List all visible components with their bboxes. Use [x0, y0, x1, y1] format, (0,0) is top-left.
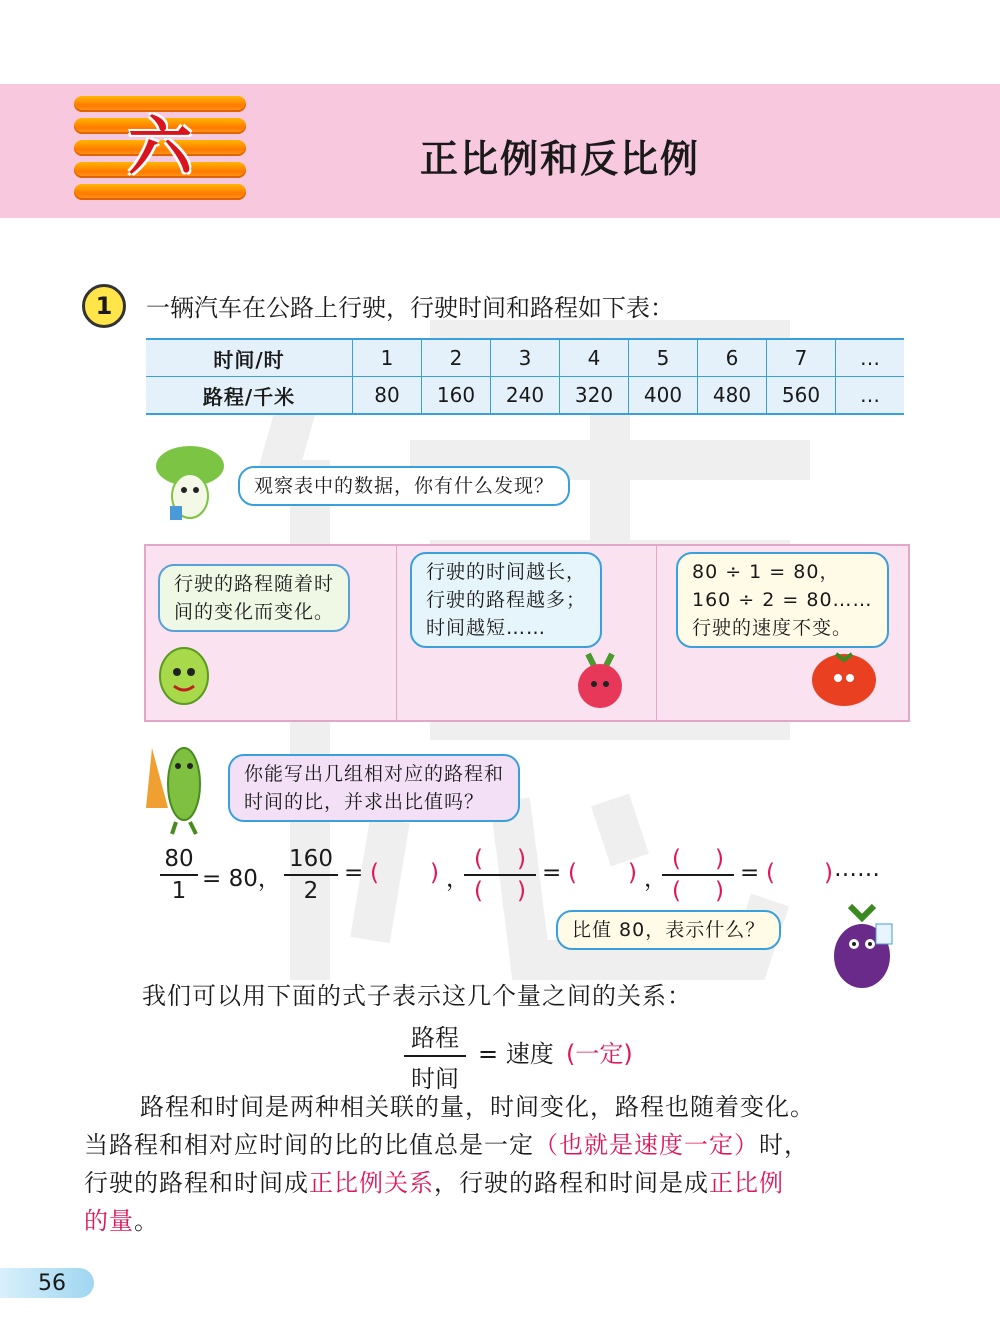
chapter-title: 正比例和反比例: [420, 137, 701, 181]
paren: ): [715, 878, 724, 904]
answer-blank-close: ): [628, 860, 637, 886]
bubble-line: 行驶的速度不变。: [692, 617, 853, 639]
bubble-line: 160 ÷ 2 = 80……: [692, 589, 873, 611]
speech-bubble-1: [158, 564, 350, 632]
bubble-line: 时间的比，并求出比值吗？: [244, 791, 485, 813]
table-cell: …: [836, 377, 905, 415]
paragraph-line-1: 路程和时间是两种相关联的量，时间变化，路程也随着变化。: [140, 1093, 815, 1121]
answer-blank-open: (: [568, 860, 577, 886]
bubble-line: 行驶的路程随着时: [174, 573, 335, 595]
table-cell: 400: [629, 377, 698, 415]
highlight-text: 正比例: [709, 1169, 784, 1197]
table-cell: …: [836, 339, 905, 377]
ratio-value-1: = 80，: [202, 866, 281, 892]
paren: (: [672, 846, 681, 872]
bubble-line: 你能写出几组相对应的路程和: [244, 763, 505, 785]
highlight-text: （也就是速度一定）: [534, 1131, 759, 1159]
relation-intro: 我们可以用下面的式子表示这几个量之间的关系：: [142, 982, 692, 1010]
table-cell: 480: [698, 377, 767, 415]
bubble-text: 比值 80，表示什么？: [572, 919, 766, 941]
table-cell: 3: [491, 339, 560, 377]
highlight-text: 正比例关系: [309, 1169, 434, 1197]
cabbage-character-icon: [150, 444, 230, 528]
row-header: 时间/时: [146, 339, 353, 377]
text: 。: [134, 1207, 159, 1235]
paragraph-line-4: [84, 1202, 159, 1240]
fraction-blank-1: [464, 846, 536, 904]
table-cell: 1: [353, 339, 422, 377]
fraction-blank-2: [662, 846, 734, 904]
divider: [656, 546, 657, 720]
equals-sign: =: [740, 860, 760, 886]
answer-blank-open: (: [766, 860, 775, 886]
bubble-line: 80 ÷ 1 = 80，: [692, 561, 840, 583]
table-cell: 80: [353, 377, 422, 415]
table-cell: 5: [629, 339, 698, 377]
text: 时，: [759, 1131, 809, 1159]
bean-character-icon: [144, 738, 218, 838]
chapter-number: 六: [128, 111, 192, 185]
comma: ，: [644, 866, 667, 892]
paren: (: [672, 878, 681, 904]
paren: (: [474, 878, 483, 904]
table-cell: 240: [491, 377, 560, 415]
radish-character-icon: [570, 646, 630, 712]
table-cell: 6: [698, 339, 767, 377]
table-cell: 2: [422, 339, 491, 377]
text: 行驶的路程和时间成: [84, 1169, 309, 1197]
answer-blank-open: (: [370, 860, 379, 886]
table-cell: 320: [560, 377, 629, 415]
text: ，行驶的路程和时间是成: [434, 1169, 709, 1197]
table-cell: 160: [422, 377, 491, 415]
paragraph-line-3: [84, 1164, 784, 1202]
table-cell: 4: [560, 339, 629, 377]
time-distance-table: [146, 338, 904, 415]
eggplant-character-icon: [818, 900, 908, 996]
meaning-bubble: [556, 910, 781, 950]
example-badge: 1: [82, 284, 126, 328]
comma: ，: [446, 866, 469, 892]
equals-sign: =: [344, 860, 364, 886]
bubble-line: 行驶的时间越长，: [426, 561, 587, 583]
table-cell: 560: [767, 377, 836, 415]
row-header: 路程/千米: [202, 384, 296, 409]
paren: (: [474, 846, 483, 872]
paragraph-line-2: [84, 1126, 809, 1164]
answer-blank-close: ): [824, 860, 833, 886]
green-pepper-character-icon: [152, 640, 218, 712]
speech-bubble-2: [410, 552, 602, 648]
question-bubble: [228, 754, 520, 822]
text: 当路程和相对应时间的比的比值总是一定: [84, 1131, 534, 1159]
denominator: 时间: [411, 1065, 459, 1093]
problem-text: 一辆汽车在公路上行驶，行驶时间和路程如下表：: [146, 294, 674, 322]
fraction-80-1: [160, 846, 198, 904]
ellipsis: ……: [834, 856, 880, 882]
numerator: 路程: [411, 1024, 459, 1052]
bubble-text: 观察表中的数据，你有什么发现？: [254, 475, 555, 497]
paren: ): [715, 846, 724, 872]
observe-bubble: [238, 466, 570, 506]
bubble-line: 间的变化而变化。: [174, 601, 335, 623]
table-cell: 7: [767, 339, 836, 377]
tomato-character-icon: [800, 644, 884, 710]
table-row: [146, 339, 904, 377]
numerator: 80: [164, 846, 194, 872]
paren: ): [517, 878, 526, 904]
answer-blank-close: ): [430, 860, 439, 886]
denominator: 1: [171, 878, 187, 904]
speech-bubble-3: [676, 552, 889, 648]
formula-note: (一定): [566, 1040, 633, 1068]
bubble-line: 时间越短……: [426, 617, 547, 639]
bubble-line: 行驶的路程越多；: [426, 589, 587, 611]
equals-sign: =: [542, 860, 562, 886]
formula-fraction: [404, 1018, 466, 1094]
fraction-160-2: [284, 846, 338, 904]
paren: ): [517, 846, 526, 872]
numerator: 160: [289, 846, 333, 872]
table-row: [146, 377, 904, 415]
divider: [396, 546, 397, 720]
denominator: 2: [303, 878, 319, 904]
highlight-text: 的量: [84, 1207, 134, 1235]
page-number: 56: [38, 1271, 66, 1296]
formula-rhs: = 速度: [478, 1040, 554, 1068]
